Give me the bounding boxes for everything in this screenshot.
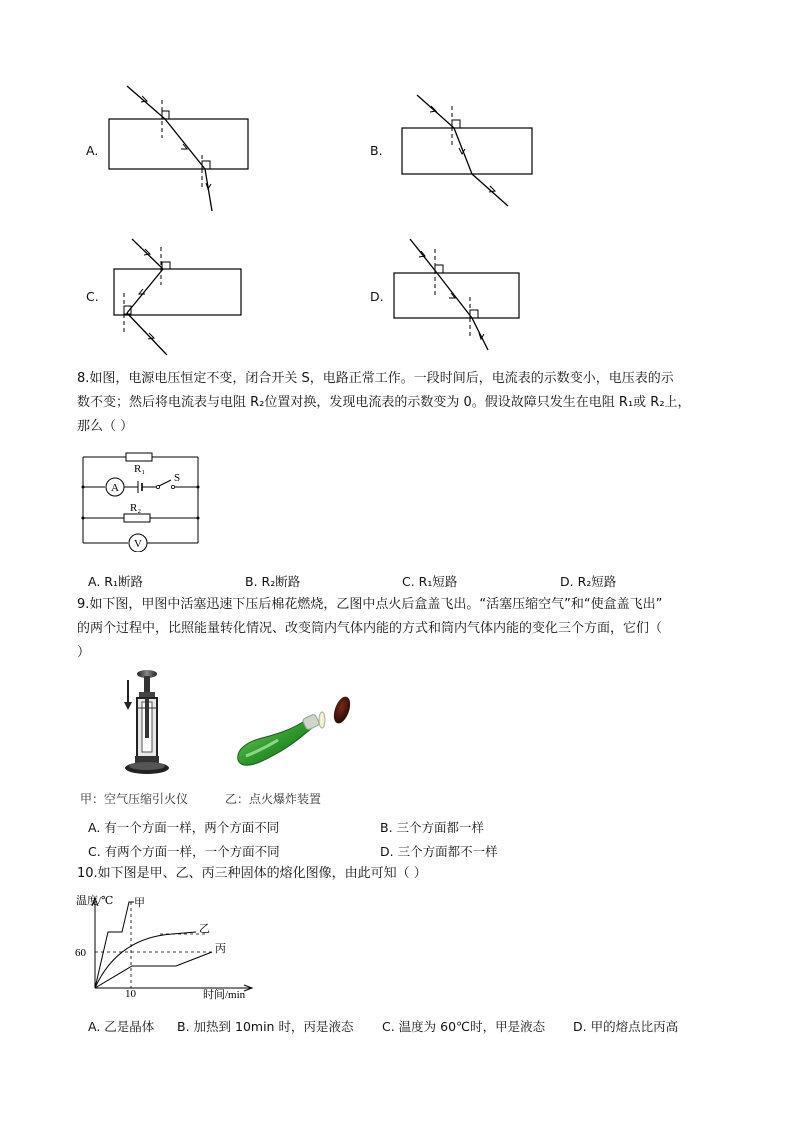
q8-ammeter-label: A (111, 482, 119, 494)
ignition-explosion-device-image (232, 690, 357, 775)
q10-stem (77, 862, 427, 886)
q10-option-a[interactable]: A. 乙是晶体 (88, 1019, 155, 1034)
graph-ylabel: 温度/℃ (76, 895, 114, 907)
q8-switch-label: S (174, 472, 181, 484)
q8-option-c[interactable]: C. R₁短路 (402, 574, 458, 589)
q8-stem (77, 367, 691, 439)
q8-circuit-diagram (78, 452, 204, 552)
q10-line-1: 10.如下图是甲、乙、丙三种固体的熔化图像，由此可知（ ） (77, 866, 427, 881)
q9-line-1: 9.如下图，甲图中活塞迅速下压后棉花燃烧，乙图中点火后盒盖飞出。“活塞压缩空气”和“使盒盖飞出” (77, 597, 663, 612)
q9-option-b[interactable]: B. 三个方面都一样 (380, 820, 485, 835)
q10-option-b[interactable]: B. 加热到 10min 时，丙是液态 (177, 1019, 354, 1034)
air-compression-igniter-image (115, 668, 175, 780)
curve-jia-label: 甲 (134, 897, 145, 909)
curve-bing-label: 丙 (215, 943, 226, 955)
q8-r2-label: R₂ (130, 502, 142, 514)
graph-xlabel: 时间/min (203, 989, 246, 1001)
melting-graph (72, 890, 257, 1005)
q9-option-a[interactable]: A. 有一个方面一样，两个方面不同 (88, 820, 280, 835)
q9-line-3: ） (77, 645, 91, 660)
q8-option-a[interactable]: A. R₁断路 (88, 574, 143, 589)
q7-option-c-label: C. (86, 289, 99, 304)
q9-line-2: 的两个过程中，比照能量转化情况、改变筒内气体内能的方式和筒内气体内能的变化三个方面，它们（ (77, 621, 663, 636)
q9-option-c[interactable]: C. 有两个方面一样，一个方面不同 (88, 844, 280, 859)
q10-option-c[interactable]: C. 温度为 60℃时，甲是液态 (382, 1019, 546, 1034)
q8-voltmeter-label: V (134, 538, 142, 550)
graph-x-tick-10: 10 (125, 988, 136, 1000)
q8-option-b[interactable]: B. R₂断路 (245, 574, 301, 589)
q7-option-b-diagram (395, 90, 540, 210)
q8-option-d[interactable]: D. R₂短路 (560, 574, 617, 589)
curve-yi-label: 乙 (199, 923, 210, 935)
caption-yi: 乙：点火爆炸装置 (225, 792, 322, 806)
q8-line-3: 那么（ ） (77, 419, 134, 434)
q7-option-a-diagram (100, 80, 260, 220)
caption-jia: 甲：空气压缩引火仪 (80, 792, 189, 806)
q7-option-d-label: D. (370, 289, 384, 304)
q8-line-1: 8.如图，电源电压恒定不变，闭合开关 S，电路正常工作。一段时间后，电流表的示数变小，电压表的示 (77, 371, 674, 386)
q9-option-d[interactable]: D. 三个方面都不一样 (380, 844, 498, 859)
q7-option-d-diagram (388, 235, 533, 360)
graph-y-tick-60: 60 (75, 947, 86, 959)
q9-stem (77, 593, 662, 665)
q7-option-b-label: B. (370, 143, 383, 158)
q8-line-2: 数不变；然后将电流表与电阻 R₂位置对换，发现电流表的示数变为 0。假设故障只发生在电阻 R₁或 R₂上， (77, 395, 691, 410)
q8-r1-label: R₁ (134, 463, 146, 475)
q7-option-a-label: A. (86, 143, 99, 158)
q7-option-c-diagram (105, 235, 250, 360)
q10-option-d[interactable]: D. 甲的熔点比丙高 (573, 1019, 679, 1034)
